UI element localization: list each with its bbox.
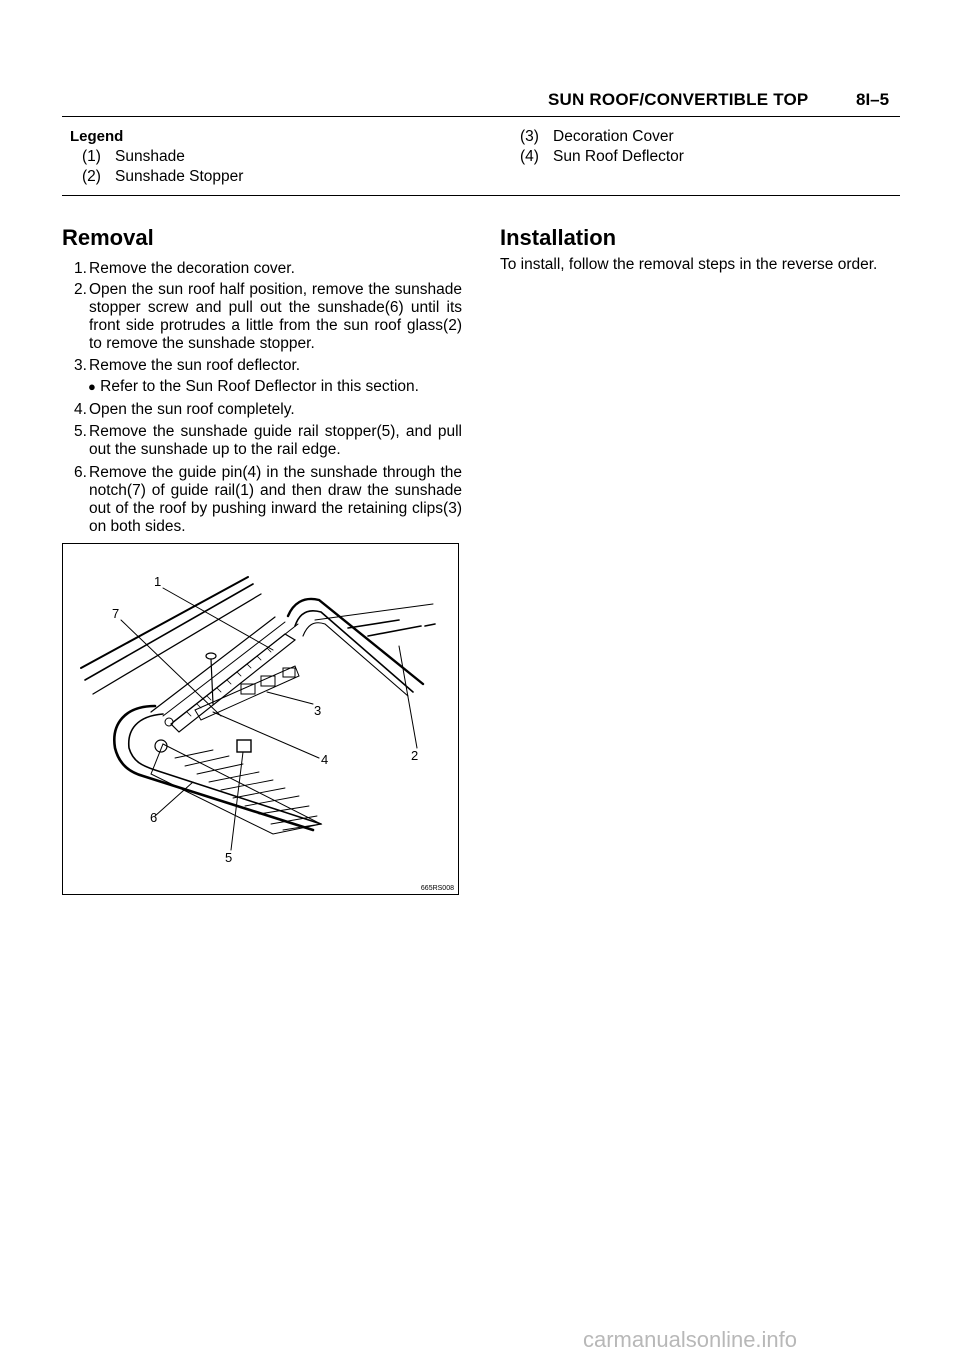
page-number: 8I–5 [856, 90, 890, 109]
legend-item-text: Sun Roof Deflector [553, 148, 684, 165]
removal-step [74, 260, 462, 278]
removal-step [74, 401, 462, 419]
step-text: Remove the decoration cover. [89, 260, 295, 277]
sunroof-illustration [62, 543, 459, 895]
callout-label: 7 [112, 606, 120, 621]
step-number: 3. [74, 357, 87, 374]
step-text: Remove the guide pin(4) in the sunshade through the notch(7) of guide rail(1) and then draw the sunshade out of the roof by pushing inward the retaining clips(3) on both sides. [89, 464, 462, 535]
legend-item-number: (3) [520, 128, 539, 145]
callout-label: 5 [225, 850, 233, 865]
legend-item-number: (1) [82, 148, 101, 165]
callout-label: 3 [314, 703, 322, 718]
removal-step [74, 357, 462, 375]
step-text: Open the sun roof completely. [89, 401, 295, 418]
sunroof-drawing [63, 544, 458, 894]
legend-item-number: (2) [82, 168, 101, 185]
callout-label: 1 [154, 574, 162, 589]
bullet-note [88, 378, 468, 396]
header-rule [62, 116, 900, 117]
legend-item-number: (4) [520, 148, 539, 165]
callout-label: 2 [411, 748, 419, 763]
removal-heading: Removal [62, 225, 154, 250]
figure-id: 665RS008 [420, 885, 454, 892]
callout-label: 6 [150, 810, 158, 825]
step-number: 5. [74, 423, 87, 440]
legend-heading: Legend [70, 128, 124, 145]
step-text: Remove the sun roof deflector. [89, 357, 301, 374]
step-number: 2. [74, 281, 87, 298]
installation-heading: Installation [500, 225, 617, 250]
installation-text: To install, follow the removal steps in the reverse order. [500, 256, 878, 273]
step-number: 1. [74, 260, 87, 277]
legend-item-text: Sunshade Stopper [115, 168, 244, 185]
watermark: carmanualsonline.info [583, 1327, 798, 1352]
legend-rule [62, 195, 900, 196]
step-number: 6. [74, 464, 87, 481]
bullet-text: Refer to the Sun Roof Deflector in this section. [100, 378, 419, 395]
step-number: 4. [74, 401, 87, 418]
bullet-icon: ● [88, 379, 96, 394]
removal-step [74, 281, 462, 353]
legend-item-text: Decoration Cover [553, 128, 674, 145]
removal-step [74, 423, 462, 459]
callout-label: 4 [321, 752, 329, 767]
removal-step [74, 464, 462, 536]
section-header-title: SUN ROOF/CONVERTIBLE TOP [548, 90, 809, 109]
step-text: Open the sun roof half position, remove the sunshade stopper screw and pull out the sunshade(6) until its front side protrudes a little from the sun roof glass(2) to remove the sunshade stopper. [89, 281, 462, 352]
step-text: Remove the sunshade guide rail stopper(5), and pull out the sunshade up to the rail edge. [89, 423, 462, 458]
legend-item-text: Sunshade [115, 148, 185, 165]
